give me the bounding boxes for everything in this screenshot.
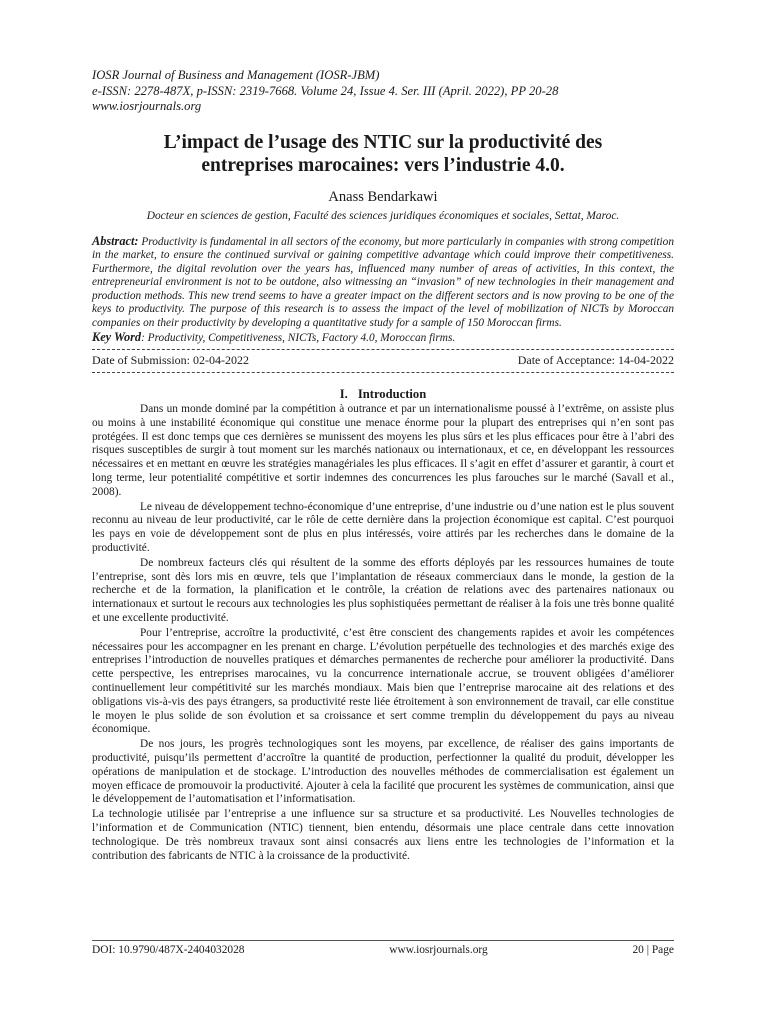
keywords-text: : Productivity, Competitiveness, NICTs, Factory 4.0, Moroccan firms. (141, 332, 456, 344)
paragraph: De nombreux facteurs clés qui résultent de la somme des efforts déployés par les ressources humaines de toute l’entreprise, sont dès lors mis en œuvre, tels que l’implantation de réseaux commerciaux dans le monde, la gestion de la recherche et de la formation, la planification et le contrôle, la création de relations avec des partenaires nationaux ou internationaux et surtout le recours aux technologies les plus sophistiquées permettant de réaliser à la fois une très bonne qualité et une excellente productivité. (92, 556, 674, 624)
journal-name: IOSR Journal of Business and Management (IOSR-JBM) (92, 68, 380, 82)
author-name: Anass Bendarkawi (328, 188, 438, 205)
section-number: I. (339, 387, 348, 401)
footer-page-number: 20 | Page (632, 944, 674, 956)
page-footer (92, 940, 674, 957)
paper-title-line-1: L’impact de l’usage des NTIC sur la productivité des (163, 131, 603, 153)
date-of-acceptance: Date of Acceptance: 14-04-2022 (517, 353, 674, 367)
abstract (92, 235, 674, 331)
paragraph: Le niveau de développement techno-économique d’une entreprise, d’une industrie ou d’une nation est le plus souvent reconnu au niveau de leur productivité, car le rôle de cette dernière dans la projection économique est capital. C’est pourquoi les pays en voie de développement sont de plus en plus intéressés, voire attirés par les recherches dans le domaine de la productivité. (92, 500, 674, 554)
section-title: Introduction (357, 387, 427, 401)
dashed-divider-top (92, 349, 674, 350)
journal-issn-volume: e-ISSN: 2278-487X, p-ISSN: 2319-7668. Volume 24, Issue 4. Ser. III (April. 2022), PP 20-28 (92, 83, 559, 98)
paper-page (92, 0, 674, 864)
abstract-label: Abstract: (92, 233, 139, 248)
paper-title-line-2: entreprises marocaines: vers l’industrie 4.0. (201, 154, 565, 176)
footer-website: www.iosrjournals.org (389, 944, 488, 956)
footer-doi: DOI: 10.9790/487X-2404032028 (92, 944, 245, 956)
keywords (92, 330, 674, 345)
date-of-submission: Date of Submission: 02-04-2022 (92, 353, 249, 367)
body-text (92, 403, 674, 863)
paragraph: Dans un monde dominé par la compétition à outrance et par un internationalisme poussé à l’extrême, on assiste plus ou moins à une instabilité économique qui constitue une menace énorme pour la plupart des entreprises qui n’en sont pas protégées. Il est donc temps que ces dernières se munissent des moyens les plus sûrs et les plus efficaces pour être à l’abri des risques susceptibles de surgir à tout moment sur les marchés nationaux ou internationaux, et ce, en développant les ressources nécessaires et en mettant en œuvre les stratégies managériales les plus efficaces. Il s’agit en effet d’assurer et garantir, à court et long terme, leur potentialité compétitive et sortir indemnes des concurrences les plus farouches sur le marché (Savall et al., 2008). (92, 403, 674, 498)
paragraph: De nos jours, les progrès technologiques sont les moyens, par excellence, de réaliser des gains importants de productivité, puisqu’ils permettent d’accroître la quantité de production, perfectionner la qualité du produit, développer les opérations de manipulation et de stockage. L’introduction des nouvelles méthodes de commercialisation est également un moyen efficace de promouvoir la productivité. Ajouter à cela la facilité que procurent les systèmes de communication, ainsi que le développement de l’automatisation et l’informatisation. (92, 738, 674, 806)
paragraph: La technologie utilisée par l’entreprise a une influence sur sa structure et sa productivité. Les Nouvelles technologies de l’information et de Communication (NTIC) tiennent, bien entendu, désormais une place centrale dans cette innovation technologique. De très nombreux travaux sont ainsi consacrés aux liens entre les technologies de l’information et la contribution des fabricants de NTIC à la croissance de la productivité. (92, 808, 674, 862)
author-affiliation: Docteur en sciences de gestion, Faculté des sciences juridiques économiques et sociales, Settat, Maroc. (146, 209, 620, 222)
keywords-label: Key Word (92, 330, 142, 344)
section-heading (92, 387, 674, 402)
abstract-text: Productivity is fundamental in all sectors of the economy, but more particularly in companies with strong competition in the market, to ensure the continued survival or gaining competitive advantage which could improve their competitiveness. Furthermore, the digital revolution over the years has, influenced many number of areas of activities, In this context, the entrepreneurial environment is not to be outdone, also witnessing an “invasion” of new technologies in their management and production methods. This new trend seems to have a greater impact on the different sectors and is now proving to be one of the keys to productivity. The purpose of this research is to assess the impact of the level of mobilization of NICTs by Moroccan companies on their productivity by developing a quantitative study for a sample of 150 Moroccan firms. (92, 235, 674, 329)
submission-dates (92, 353, 674, 368)
paper-title (92, 131, 674, 177)
journal-header (92, 68, 674, 115)
paragraph: Pour l’entreprise, accroître la productivité, c’est être conscient des changements rapides et avoir les compétences nécessaires pour les accompagner en les prenant en charge. L’évolution perpétuelle des technologies et des marchés exige des entreprises l’introduction de nouvelles pratiques et démarches permanentes de recherche pour améliorer la productivité. Dans cette perspective, les entreprises marocaines, vu la concurrence internationale accrue, se trouvent obligées d’améliorer continuellement leur compétitivité sur les marchés mondiaux. Mais bien que l’entreprise marocaine ait des relations et des obligations vis-à-vis des pays étrangers, sa productivité reste liée étroitement à son environnement de travail, car elle constitue le moyen le plus solide de son évolution et sa croissance et sert comme tremplin du développement du pays au niveau économique. (92, 626, 674, 736)
journal-website: www.iosrjournals.org (92, 99, 202, 113)
dashed-divider-bottom (92, 372, 674, 373)
